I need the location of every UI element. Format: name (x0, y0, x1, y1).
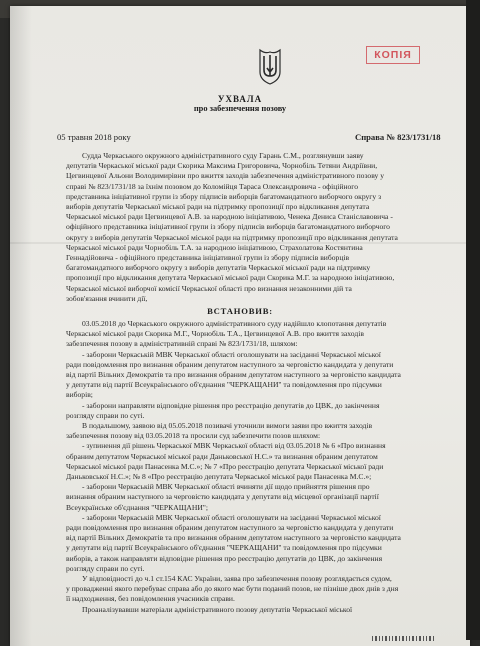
text-line: - заборони Черкаській МВК Черкаської області вчиняти дії щодо прийняття рішення про (82, 482, 370, 492)
text-line: багатомандатного виборчого округу з виборів депутатів Черкаської міської ради на підтримку (66, 263, 371, 273)
text-line: представника ініціативної групи із збору підписів виборців багатомандатного виборчого округу з (66, 191, 382, 201)
text-line: депутатів Черкаської міської ради Скорика Максима Григоровича, Чорнобіль Тетяни Андріївни, (66, 161, 378, 171)
text-line: визнання обраним наступного за черговістю кандидата у депутати від місцевої організації партії (66, 492, 379, 502)
document-subtitle: про забезпечення позову (193, 104, 287, 113)
document-title: УХВАЛА (217, 94, 263, 104)
text-line: від партії Вільних Демократів та про визнання обраним депутатом наступного за черговістю кандидата (66, 370, 401, 379)
text-line: розгляду справи по суті. (66, 563, 145, 573)
text-line: пропозиції про відкликання депутата Черкаської міської ради Скорика М.Г. за народною ініціативою, (66, 273, 395, 283)
text-line: забезпечення позову від 03.05.2018 та просили суд забезпечити позов шляхом: (66, 431, 321, 441)
text-line: ради повідомлення про визнання обраним депутатом наступного за черговістю кандидата у депутати (66, 523, 394, 532)
text-line: виборів депутатів Черкаської міської ради на підтримку пропозиції про відкликання депутата (66, 202, 370, 211)
text-line: Геннадійовича - офіційного представника ініціативної групи із збору підписів виборців (66, 253, 350, 262)
text-line: Черкаської міської ради Скорика М.Г., Чорнобіль Т.А., Цегвинцевої А.В. про вжиття заходів (66, 329, 364, 339)
text-line: - заборони Черкаській МВК Черкаської області оголошувати на засіданні Черкаської міської (82, 512, 381, 522)
case-number: Справа № 823/1731/18 (355, 132, 441, 142)
text-line: у депутати від партії Всеукраїнського об'єднання "ЧЕРКАЩАНИ" та повідомлення про підсумки (66, 380, 382, 390)
text-line: Судда Черкаського окружного адміністративного суду Гарань С.М., розглянувши заяву (82, 151, 364, 160)
text-line: - заборони направляти відповідне рішення про реєстрацію депутатів до ЦВК, до закінчення (82, 400, 380, 410)
copy-stamp: КОПІЯ (366, 46, 420, 64)
section-heading: ВСТАНОВИВ: (207, 306, 273, 316)
text-line: У відповідності до ч.1 ст.154 КАС України, заява про забезпечення позову розглядається судом, (82, 574, 392, 583)
text-line: Черкаської міської ради Чорнобіль Т.А. за народною ініціативою, Страхолатова Костянтина (66, 242, 363, 252)
text-line: зобов'язання вчинити дії, (66, 293, 148, 303)
text-line: офіційного представника ініціативної групи із збору підписів виборців багатомандатного виборчого (66, 222, 390, 232)
text-line: обраним депутатом Черкаської міської ради Даньковської Н.С.» та визнання обраним депутатом (66, 451, 378, 461)
trident-emblem-icon (257, 46, 283, 86)
text-line: виборів; (66, 390, 93, 400)
text-line: Всеукраїнське об'єднання "ЧЕРКАЩАНИ"; (66, 502, 209, 512)
text-line: Черкаської міської виборчої комісії Черкаської області про визнання незаконними дій та (66, 283, 352, 293)
text-line: Черкаської міської ради Панасенка М.С.»; № 7 «Про реєстрацію депутата Черкаської міської ради (66, 461, 384, 471)
text-line: Даньковської Н.С.»; № 8 «Про реєстрацію депутата Черкаської міської ради Панасенка М.С.»; (66, 472, 372, 481)
text-line: Черкаської міської ради Цегвинцевої А.В. за народною ініціативою, Ченека Дениса Станіславовича - (66, 212, 393, 222)
text-line: В подальшому, заявою від 05.05.2018 позивачі уточнили вимоги заяви про вжиття заходів (82, 421, 373, 430)
text-line: округу з виборів депутатів Черкаської міської ради на підтримку пропозиції про відкликання депутата (66, 232, 398, 242)
text-line: розгляду справи по суті. (66, 410, 145, 420)
text-line: її надходження, без повідомлення учасників справи. (66, 594, 235, 604)
barcode-icon (372, 636, 434, 644)
text-line: Проаналізувавши матеріали адміністративного позову депутатів Черкаської міської (82, 604, 353, 614)
document-page (10, 6, 470, 646)
text-line: справі № 823/1731/18 за їхнім позовом до Коломійця Тараса Олександровича - офіційного (66, 181, 359, 191)
background-right (466, 0, 480, 640)
text-line: від партії Вільних Демократів та про визнання обраним депутатом наступного за черговістю кандидата (66, 533, 401, 543)
text-line: 03.05.2018 до Черкаського окружного адміністративного суду надійшло клопотання депутатів (82, 319, 387, 328)
document-date: 05 травня 2018 року (57, 132, 131, 142)
text-line: забезпечення позову в адміністративній справі № 823/1731/18, шляхом: (66, 339, 298, 349)
text-line: ради повідомлення про визнання обраним депутатом наступного за черговістю кандидата у депутати (66, 359, 394, 369)
text-line: у депутати від партії Всеукраїнського об'єднання "ЧЕРКАЩАНИ" та повідомлення про підсумки (66, 543, 382, 553)
text-line: - зупинення дії рішень Черкаської МВК Черкаської області від 03.05.2018 № 6 «Про визнання (82, 441, 386, 451)
text-line: Цегвинцевої Альони Володимирівни про вжиття заходів забезпечення адміністративного позову у (66, 171, 385, 181)
text-line: виборів, а також направляти відповідне рішення про реєстрацію депутатів до ЦВК, до закінчення (66, 553, 383, 563)
text-line: - заборони Черкаській МВК Черкаської області оголошувати на засіданні Черкаської міської (82, 349, 381, 359)
text-line: у провадженні якого перебуває справа або до якого має бути поданий позов, не пізніше двох днів з дня (66, 584, 399, 594)
page-fold (10, 242, 470, 244)
